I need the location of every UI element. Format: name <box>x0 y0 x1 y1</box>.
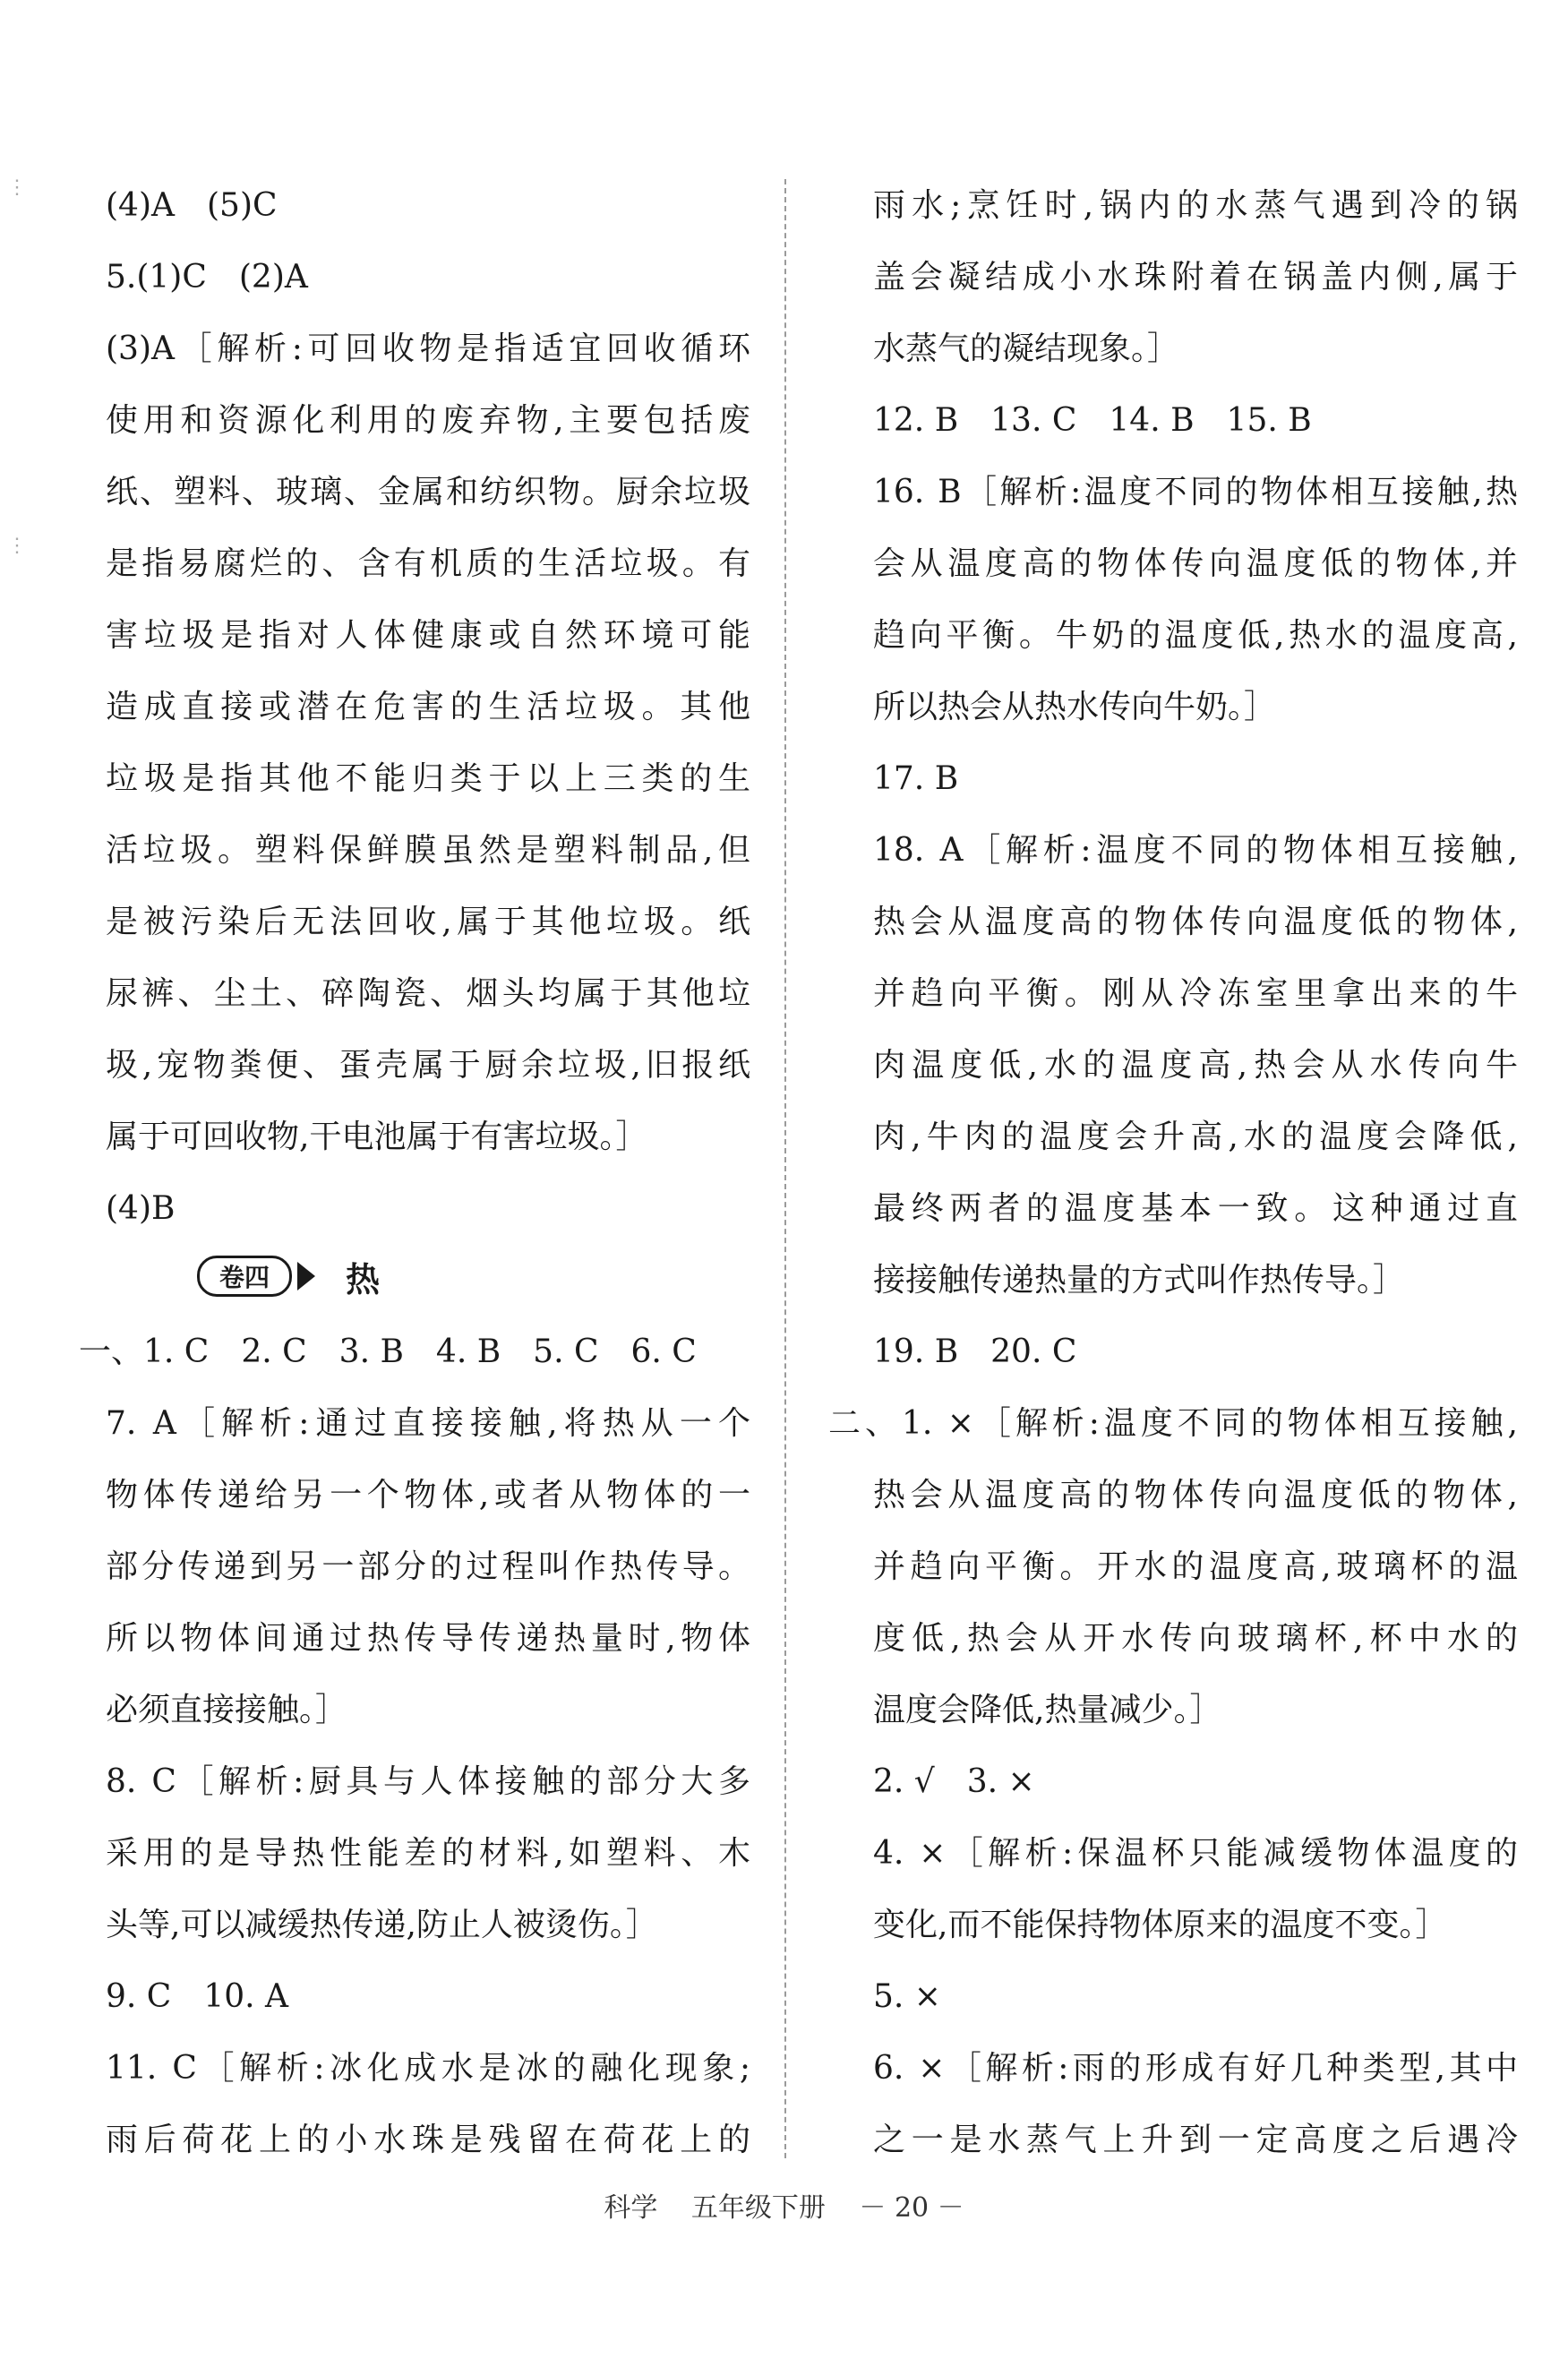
text-line: 19. B 20. C <box>873 1333 1077 1370</box>
text-line: 热会从温度高的物体传向温度低的物体, <box>873 1477 1518 1513</box>
margin-marks: ⋮ ⋮ <box>7 176 27 557</box>
text-line: 是指易腐烂的、含有机质的生活垃圾。有 <box>106 545 750 582</box>
text-line: 度低,热会从开水传向玻璃杯,杯中水的 <box>873 1620 1518 1657</box>
text-line: 之一是水蒸气上升到一定高度之后遇冷 <box>873 2122 1518 2158</box>
text-line: 雨后荷花上的小水珠是残留在荷花上的 <box>106 2122 750 2158</box>
text-line: 所以热会从热水传向牛奶。］ <box>873 689 1277 725</box>
text-line: (4)B <box>106 1190 176 1227</box>
unit-header <box>197 1245 380 1308</box>
text-line: 接接触传递热量的方式叫作热传导。］ <box>873 1262 1406 1299</box>
text-line: 并趋向平衡。开水的温度高,玻璃杯的温 <box>873 1548 1518 1585</box>
text-line: 造成直接或潜在危害的生活垃圾。其他 <box>106 689 750 725</box>
text-line: 2. √ 3. × <box>873 1763 1035 1800</box>
text-line: 4. ×［解析:保温杯只能减缓物体温度的 <box>873 1835 1518 1872</box>
text-line: 所以物体间通过热传导传递热量时,物体 <box>106 1620 750 1657</box>
text-line: 11. C［解析:冰化成水是冰的融化现象; <box>106 2050 750 2087</box>
text-line: 肉,牛肉的温度会升高,水的温度会降低, <box>873 1119 1518 1155</box>
text-line: 垃圾是指其他不能归类于以上三类的生 <box>106 760 750 797</box>
text-line: 是被污染后无法回收,属于其他垃圾。纸 <box>106 904 750 940</box>
text-line: 并趋向平衡。刚从冷冻室里拿出来的牛 <box>873 975 1518 1012</box>
text-line: 使用和资源化利用的废弃物,主要包括废 <box>106 402 750 439</box>
text-line: 5.(1)C (2)A <box>106 259 308 296</box>
text-line: 9. C 10. A <box>106 1978 289 2015</box>
text-line: 12. B 13. C 14. B 15. B <box>873 402 1312 439</box>
text-line: 害垃圾是指对人体健康或自然环境可能 <box>106 617 750 654</box>
text-line: 会从温度高的物体传向温度低的物体,并 <box>873 545 1518 582</box>
text-line: (4)A (5)C <box>106 187 278 224</box>
text-line: 尿裤、尘土、碎陶瓷、烟头均属于其他垃 <box>106 975 750 1012</box>
text-line: 最终两者的温度基本一致。这种通过直 <box>873 1190 1518 1227</box>
text-line: 部分传递到另一部分的过程叫作热传导。 <box>106 1548 750 1585</box>
text-line: 必须直接接触。］ <box>106 1692 348 1728</box>
text-line: 5. × <box>873 1978 941 2015</box>
text-line: 圾,宠物粪便、蛋壳属于厨余垃圾,旧报纸 <box>106 1047 750 1084</box>
text-line: 7. A［解析:通过直接接触,将热从一个 <box>106 1405 750 1442</box>
text-line: 属于可回收物,干电池属于有害垃圾。］ <box>106 1119 648 1155</box>
text-line: 纸、塑料、玻璃、金属和纺织物。厨余垃圾 <box>106 474 750 510</box>
play-arrow-icon <box>297 1262 315 1290</box>
text-line: 17. B <box>873 760 959 797</box>
text-line: 一、1. C 2. C 3. B 4. B 5. C 6. C <box>79 1333 697 1370</box>
page-footer <box>0 2185 1568 2225</box>
text-line: 水蒸气的凝结现象。］ <box>873 330 1180 367</box>
column-divider <box>784 179 786 2158</box>
text-line: 趋向平衡。牛奶的温度低,热水的温度高, <box>873 617 1518 654</box>
unit-badge-label: 卷四 <box>197 1256 292 1297</box>
text-line: 肉温度低,水的温度高,热会从水传向牛 <box>873 1047 1518 1084</box>
text-line: (3)A［解析:可回收物是指适宜回收循环 <box>106 330 750 367</box>
footer-subject: 科学 <box>604 2192 658 2224</box>
text-line: 8. C［解析:厨具与人体接触的部分大多 <box>106 1763 750 1800</box>
text-line: 活垃圾。塑料保鲜膜虽然是塑料制品,但 <box>106 832 750 869</box>
text-line: 雨水;烹饪时,锅内的水蒸气遇到冷的锅 <box>873 187 1518 224</box>
text-line: 采用的是导热性能差的材料,如塑料、木 <box>106 1835 750 1872</box>
text-line: 温度会降低,热量减少。］ <box>873 1692 1222 1728</box>
text-line: 6. ×［解析:雨的形成有好几种类型,其中 <box>873 2050 1518 2087</box>
text-line: 盖会凝结成小水珠附着在锅盖内侧,属于 <box>873 259 1518 296</box>
text-line: 二、1. ×［解析:温度不同的物体相互接触, <box>828 1405 1518 1442</box>
text-line: 头等,可以减缓热传递,防止人被烫伤。］ <box>106 1907 658 1943</box>
text-line: 16. B［解析:温度不同的物体相互接触,热 <box>873 474 1518 510</box>
unit-title: 热 <box>346 1258 381 1299</box>
text-line: 热会从温度高的物体传向温度低的物体, <box>873 904 1518 940</box>
unit-badge <box>197 1256 315 1297</box>
text-line: 变化,而不能保持物体原来的温度不变。］ <box>873 1907 1448 1943</box>
footer-grade: 五年级下册 <box>690 2192 826 2224</box>
footer-page-number: － 20 － <box>859 2192 964 2224</box>
text-line: 18. A［解析:温度不同的物体相互接触, <box>873 832 1518 869</box>
text-line: 物体传递给另一个物体,或者从物体的一 <box>106 1477 750 1513</box>
